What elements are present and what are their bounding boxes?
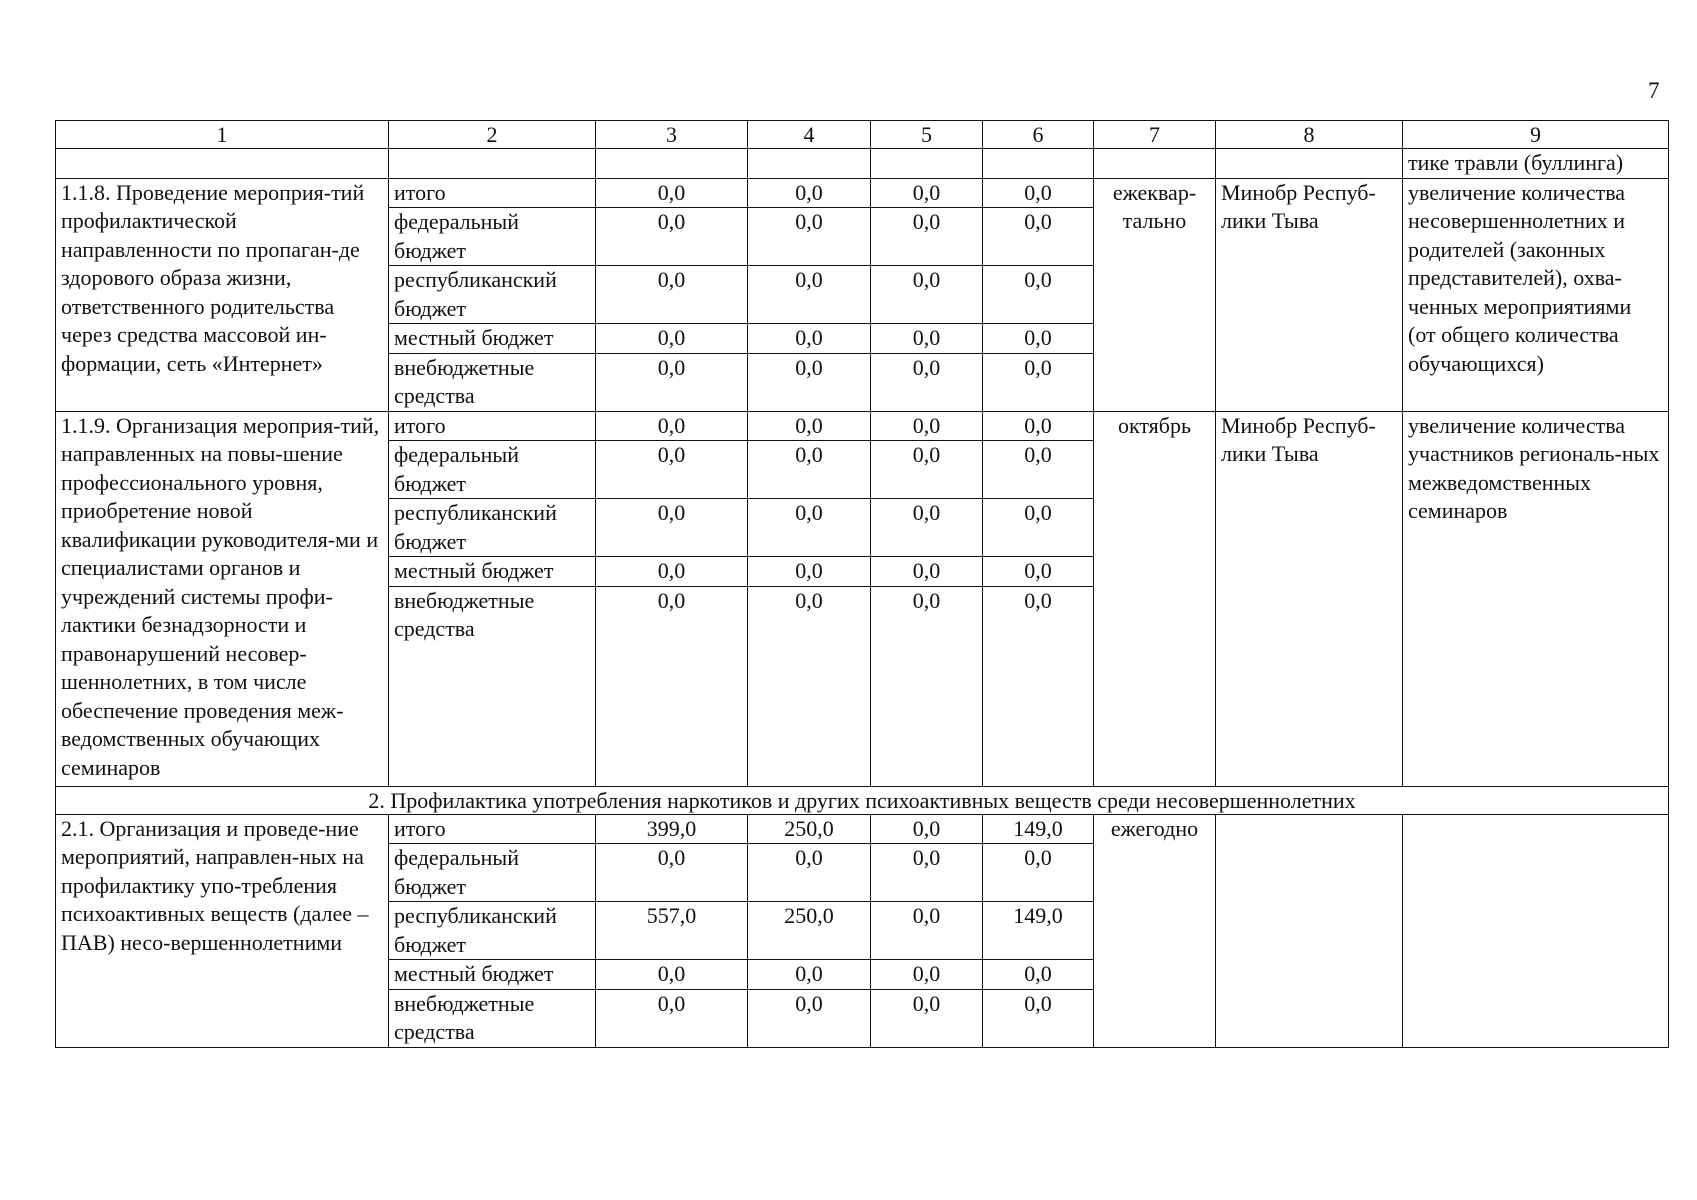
- amount-cell: 557,0: [596, 902, 748, 960]
- amount-cell: 0,0: [596, 586, 748, 786]
- responsible-cell: [1216, 814, 1403, 1047]
- funding-source: внебюджетные средства: [389, 353, 596, 411]
- continuation-text: тике травли (буллинга): [1403, 149, 1669, 179]
- funding-source: федеральный бюджет: [389, 208, 596, 266]
- timing-cell: октябрь: [1094, 411, 1216, 786]
- amount-cell: 0,0: [983, 499, 1094, 557]
- column-header: 9: [1403, 121, 1669, 149]
- header-row: [56, 121, 1669, 149]
- amount-cell: 0,0: [748, 441, 871, 499]
- result-cell: увеличение количества участников региональ-ных межведомственных семинаров: [1403, 411, 1669, 786]
- amount-cell: 0,0: [871, 844, 983, 902]
- amount-cell: 0,0: [871, 902, 983, 960]
- funding-source: федеральный бюджет: [389, 441, 596, 499]
- amount-cell: 0,0: [748, 586, 871, 786]
- timing-cell: ежегодно: [1094, 814, 1216, 1047]
- amount-cell: 0,0: [871, 324, 983, 354]
- empty-cell: [1094, 149, 1216, 179]
- amount-cell: 0,0: [748, 989, 871, 1047]
- funding-source: внебюджетные средства: [389, 989, 596, 1047]
- amount-cell: 0,0: [748, 844, 871, 902]
- amount-cell: 399,0: [596, 814, 748, 844]
- amount-cell: 0,0: [983, 441, 1094, 499]
- amount-cell: 0,0: [596, 557, 748, 587]
- amount-cell: 0,0: [748, 266, 871, 324]
- amount-cell: 149,0: [983, 814, 1094, 844]
- amount-cell: 0,0: [596, 441, 748, 499]
- result-cell: [1403, 814, 1669, 1047]
- amount-cell: 0,0: [983, 989, 1094, 1047]
- amount-cell: 0,0: [748, 178, 871, 208]
- timing-cell: ежеквар-тально: [1094, 178, 1216, 411]
- funding-row: [56, 411, 1669, 441]
- amount-cell: 0,0: [871, 557, 983, 587]
- amount-cell: 0,0: [871, 960, 983, 990]
- amount-cell: 0,0: [871, 441, 983, 499]
- empty-cell: [56, 149, 389, 179]
- column-header: 6: [983, 121, 1094, 149]
- amount-cell: 250,0: [748, 902, 871, 960]
- amount-cell: 0,0: [871, 208, 983, 266]
- amount-cell: 0,0: [983, 324, 1094, 354]
- section-heading-row: [56, 786, 1669, 814]
- empty-cell: [389, 149, 596, 179]
- funding-source: местный бюджет: [389, 960, 596, 990]
- amount-cell: 0,0: [748, 557, 871, 587]
- section-heading: 2. Профилактика употребления наркотиков и других психоактивных веществ среди несовершеннолетних: [56, 786, 1669, 814]
- amount-cell: 0,0: [748, 960, 871, 990]
- amount-cell: 0,0: [596, 353, 748, 411]
- amount-cell: 0,0: [596, 411, 748, 441]
- amount-cell: 0,0: [748, 411, 871, 441]
- section-2-rows: [56, 814, 1669, 1047]
- continuation-row: [56, 149, 1669, 179]
- funding-source: внебюджетные средства: [389, 586, 596, 786]
- responsible-cell: Минобр Респуб-лики Тыва: [1216, 411, 1403, 786]
- column-header: 5: [871, 121, 983, 149]
- activity-cell: 1.1.9. Организация мероприя-тий, направленных на повы-шение профессионального уровня, приобретение новой квалификации руководителя-ми и специалистами органов и учреждений системы профи-лактики безнадзорности и правонарушений несовер-шеннолетних, в том числе обеспечение проведения меж-ведомственных обучающих семинаров: [56, 411, 389, 786]
- funding-source: республиканский бюджет: [389, 499, 596, 557]
- amount-cell: 0,0: [871, 411, 983, 441]
- activity-cell: 2.1. Организация и проведе-ние мероприятий, направлен-ных на профилактику упо-требления психоактивных веществ (далее – ПАВ) несо-вершеннолетними: [56, 814, 389, 1047]
- amount-cell: 0,0: [596, 989, 748, 1047]
- funding-source: местный бюджет: [389, 557, 596, 587]
- amount-cell: 0,0: [596, 266, 748, 324]
- amount-cell: 0,0: [596, 960, 748, 990]
- page-number: 7: [1648, 78, 1660, 103]
- amount-cell: 0,0: [983, 266, 1094, 324]
- amount-cell: 0,0: [983, 844, 1094, 902]
- amount-cell: 0,0: [871, 178, 983, 208]
- table-body: [56, 121, 1669, 179]
- column-header: 4: [748, 121, 871, 149]
- program-table: [55, 120, 1669, 1048]
- funding-source: итого: [389, 178, 596, 208]
- empty-cell: [983, 149, 1094, 179]
- amount-cell: 0,0: [871, 353, 983, 411]
- amount-cell: 0,0: [596, 178, 748, 208]
- empty-cell: [596, 149, 748, 179]
- column-header: 7: [1094, 121, 1216, 149]
- amount-cell: 149,0: [983, 902, 1094, 960]
- amount-cell: 0,0: [871, 586, 983, 786]
- activity-cell: 1.1.8. Проведение мероприя-тий профилактической направленности по пропаган-де здорового образа жизни, ответственного родительства через средства массовой ин-формации, сеть «Интернет»: [56, 178, 389, 411]
- amount-cell: 0,0: [983, 586, 1094, 786]
- funding-source: республиканский бюджет: [389, 902, 596, 960]
- result-cell: увеличение количества несовершеннолетних и родителей (законных представителей), охва-ченных мероприятиями (от общего количества обучающихся): [1403, 178, 1669, 411]
- funding-row: [56, 814, 1669, 844]
- funding-source: местный бюджет: [389, 324, 596, 354]
- column-header: 3: [596, 121, 748, 149]
- funding-source: итого: [389, 411, 596, 441]
- amount-cell: 0,0: [748, 353, 871, 411]
- amount-cell: 0,0: [871, 814, 983, 844]
- amount-cell: 0,0: [983, 960, 1094, 990]
- empty-cell: [748, 149, 871, 179]
- column-header: 2: [389, 121, 596, 149]
- amount-cell: 0,0: [871, 989, 983, 1047]
- amount-cell: 0,0: [983, 208, 1094, 266]
- amount-cell: 0,0: [983, 411, 1094, 441]
- amount-cell: 0,0: [983, 557, 1094, 587]
- funding-row: [56, 178, 1669, 208]
- empty-cell: [871, 149, 983, 179]
- amount-cell: 0,0: [748, 208, 871, 266]
- amount-cell: 0,0: [748, 499, 871, 557]
- amount-cell: 0,0: [871, 499, 983, 557]
- amount-cell: 0,0: [748, 324, 871, 354]
- section-2: [56, 786, 1669, 814]
- funding-source: итого: [389, 814, 596, 844]
- amount-cell: 0,0: [596, 208, 748, 266]
- amount-cell: 0,0: [596, 844, 748, 902]
- section-1-rows: [56, 178, 1669, 786]
- column-header: 8: [1216, 121, 1403, 149]
- empty-cell: [1216, 149, 1403, 179]
- funding-source: федеральный бюджет: [389, 844, 596, 902]
- amount-cell: 0,0: [983, 353, 1094, 411]
- amount-cell: 0,0: [983, 178, 1094, 208]
- amount-cell: 250,0: [748, 814, 871, 844]
- column-header: 1: [56, 121, 389, 149]
- funding-source: республиканский бюджет: [389, 266, 596, 324]
- amount-cell: 0,0: [596, 324, 748, 354]
- amount-cell: 0,0: [871, 266, 983, 324]
- amount-cell: 0,0: [596, 499, 748, 557]
- responsible-cell: Минобр Респуб-лики Тыва: [1216, 178, 1403, 411]
